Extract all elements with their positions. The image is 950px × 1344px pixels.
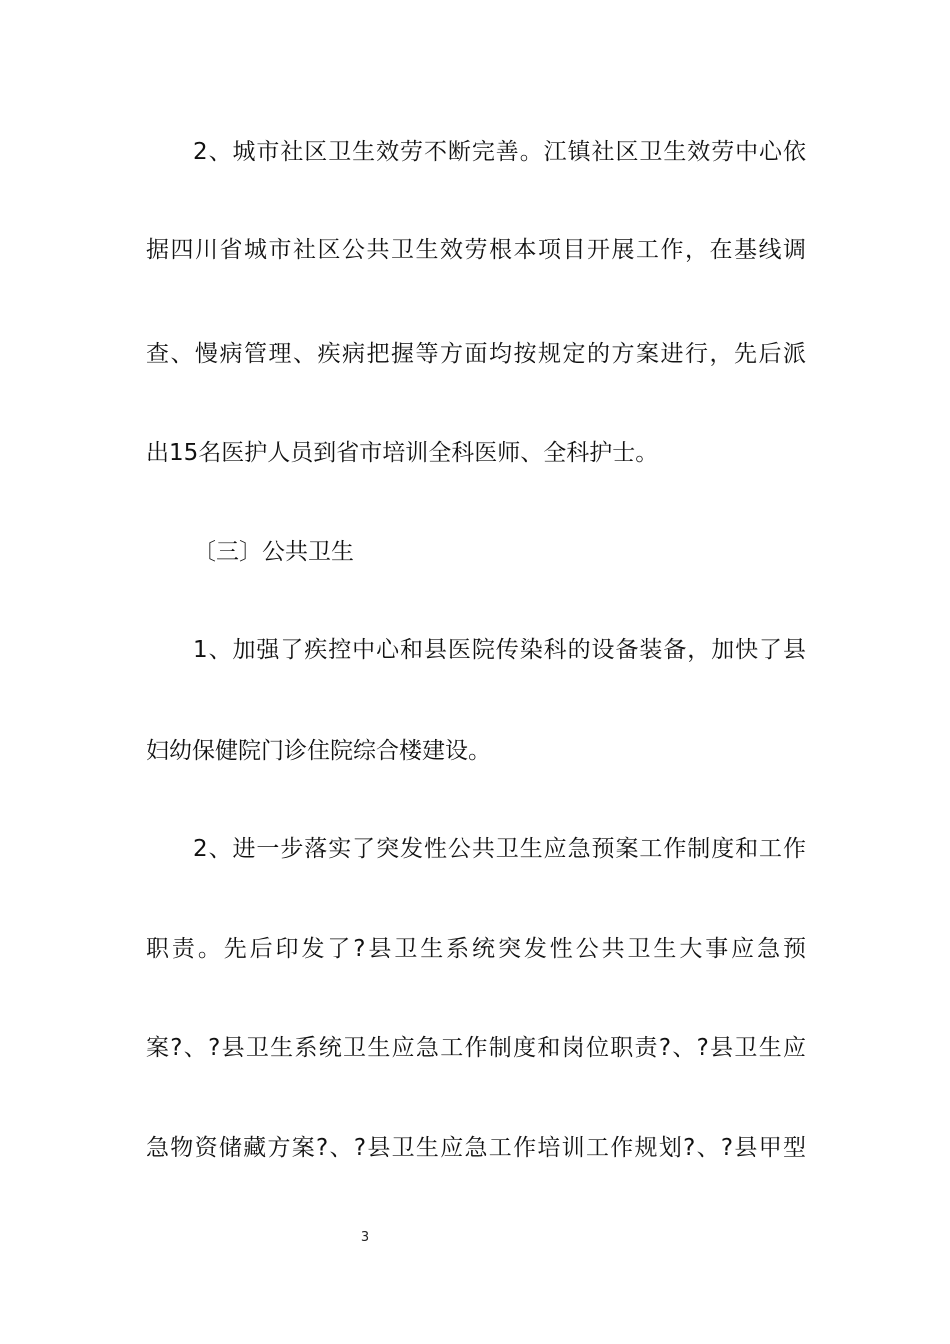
paragraph-emergency-plan-line-3: 案?、?县卫生系统卫生应急工作制度和岗位职责?、?县卫生应	[146, 1035, 806, 1061]
paragraph-community-health-line-2: 据四川省城市社区公共卫生效劳根本项目开展工作，在基线调	[146, 237, 806, 263]
paragraph-community-health-line-4: 出15名医护人员到省市培训全科医师、全科护士。	[146, 440, 659, 466]
paragraph-disease-control-line-2: 妇幼保健院门诊住院综合楼建设。	[146, 738, 491, 764]
paragraph-community-health-line-1: 2、城市社区卫生效劳不断完善。江镇社区卫生效劳中心依	[193, 139, 806, 165]
paragraph-disease-control-line-1: 1、加强了疾控中心和县医院传染科的设备装备，加快了县	[193, 637, 806, 663]
paragraph-emergency-plan-line-2: 职责。先后印发了?县卫生系统突发性公共卫生大事应急预	[146, 936, 806, 962]
paragraph-community-health-line-3: 查、慢病管理、疾病把握等方面均按规定的方案进行，先后派	[146, 341, 806, 367]
paragraph-emergency-plan-line-4: 急物资储藏方案?、?县卫生应急工作培训工作规划?、?县甲型	[146, 1135, 806, 1161]
page-number: 3	[360, 1230, 370, 1245]
section-heading-public-health: 〔三〕公共卫生	[193, 539, 354, 565]
paragraph-emergency-plan-line-1: 2、进一步落实了突发性公共卫生应急预案工作制度和工作	[193, 836, 806, 862]
